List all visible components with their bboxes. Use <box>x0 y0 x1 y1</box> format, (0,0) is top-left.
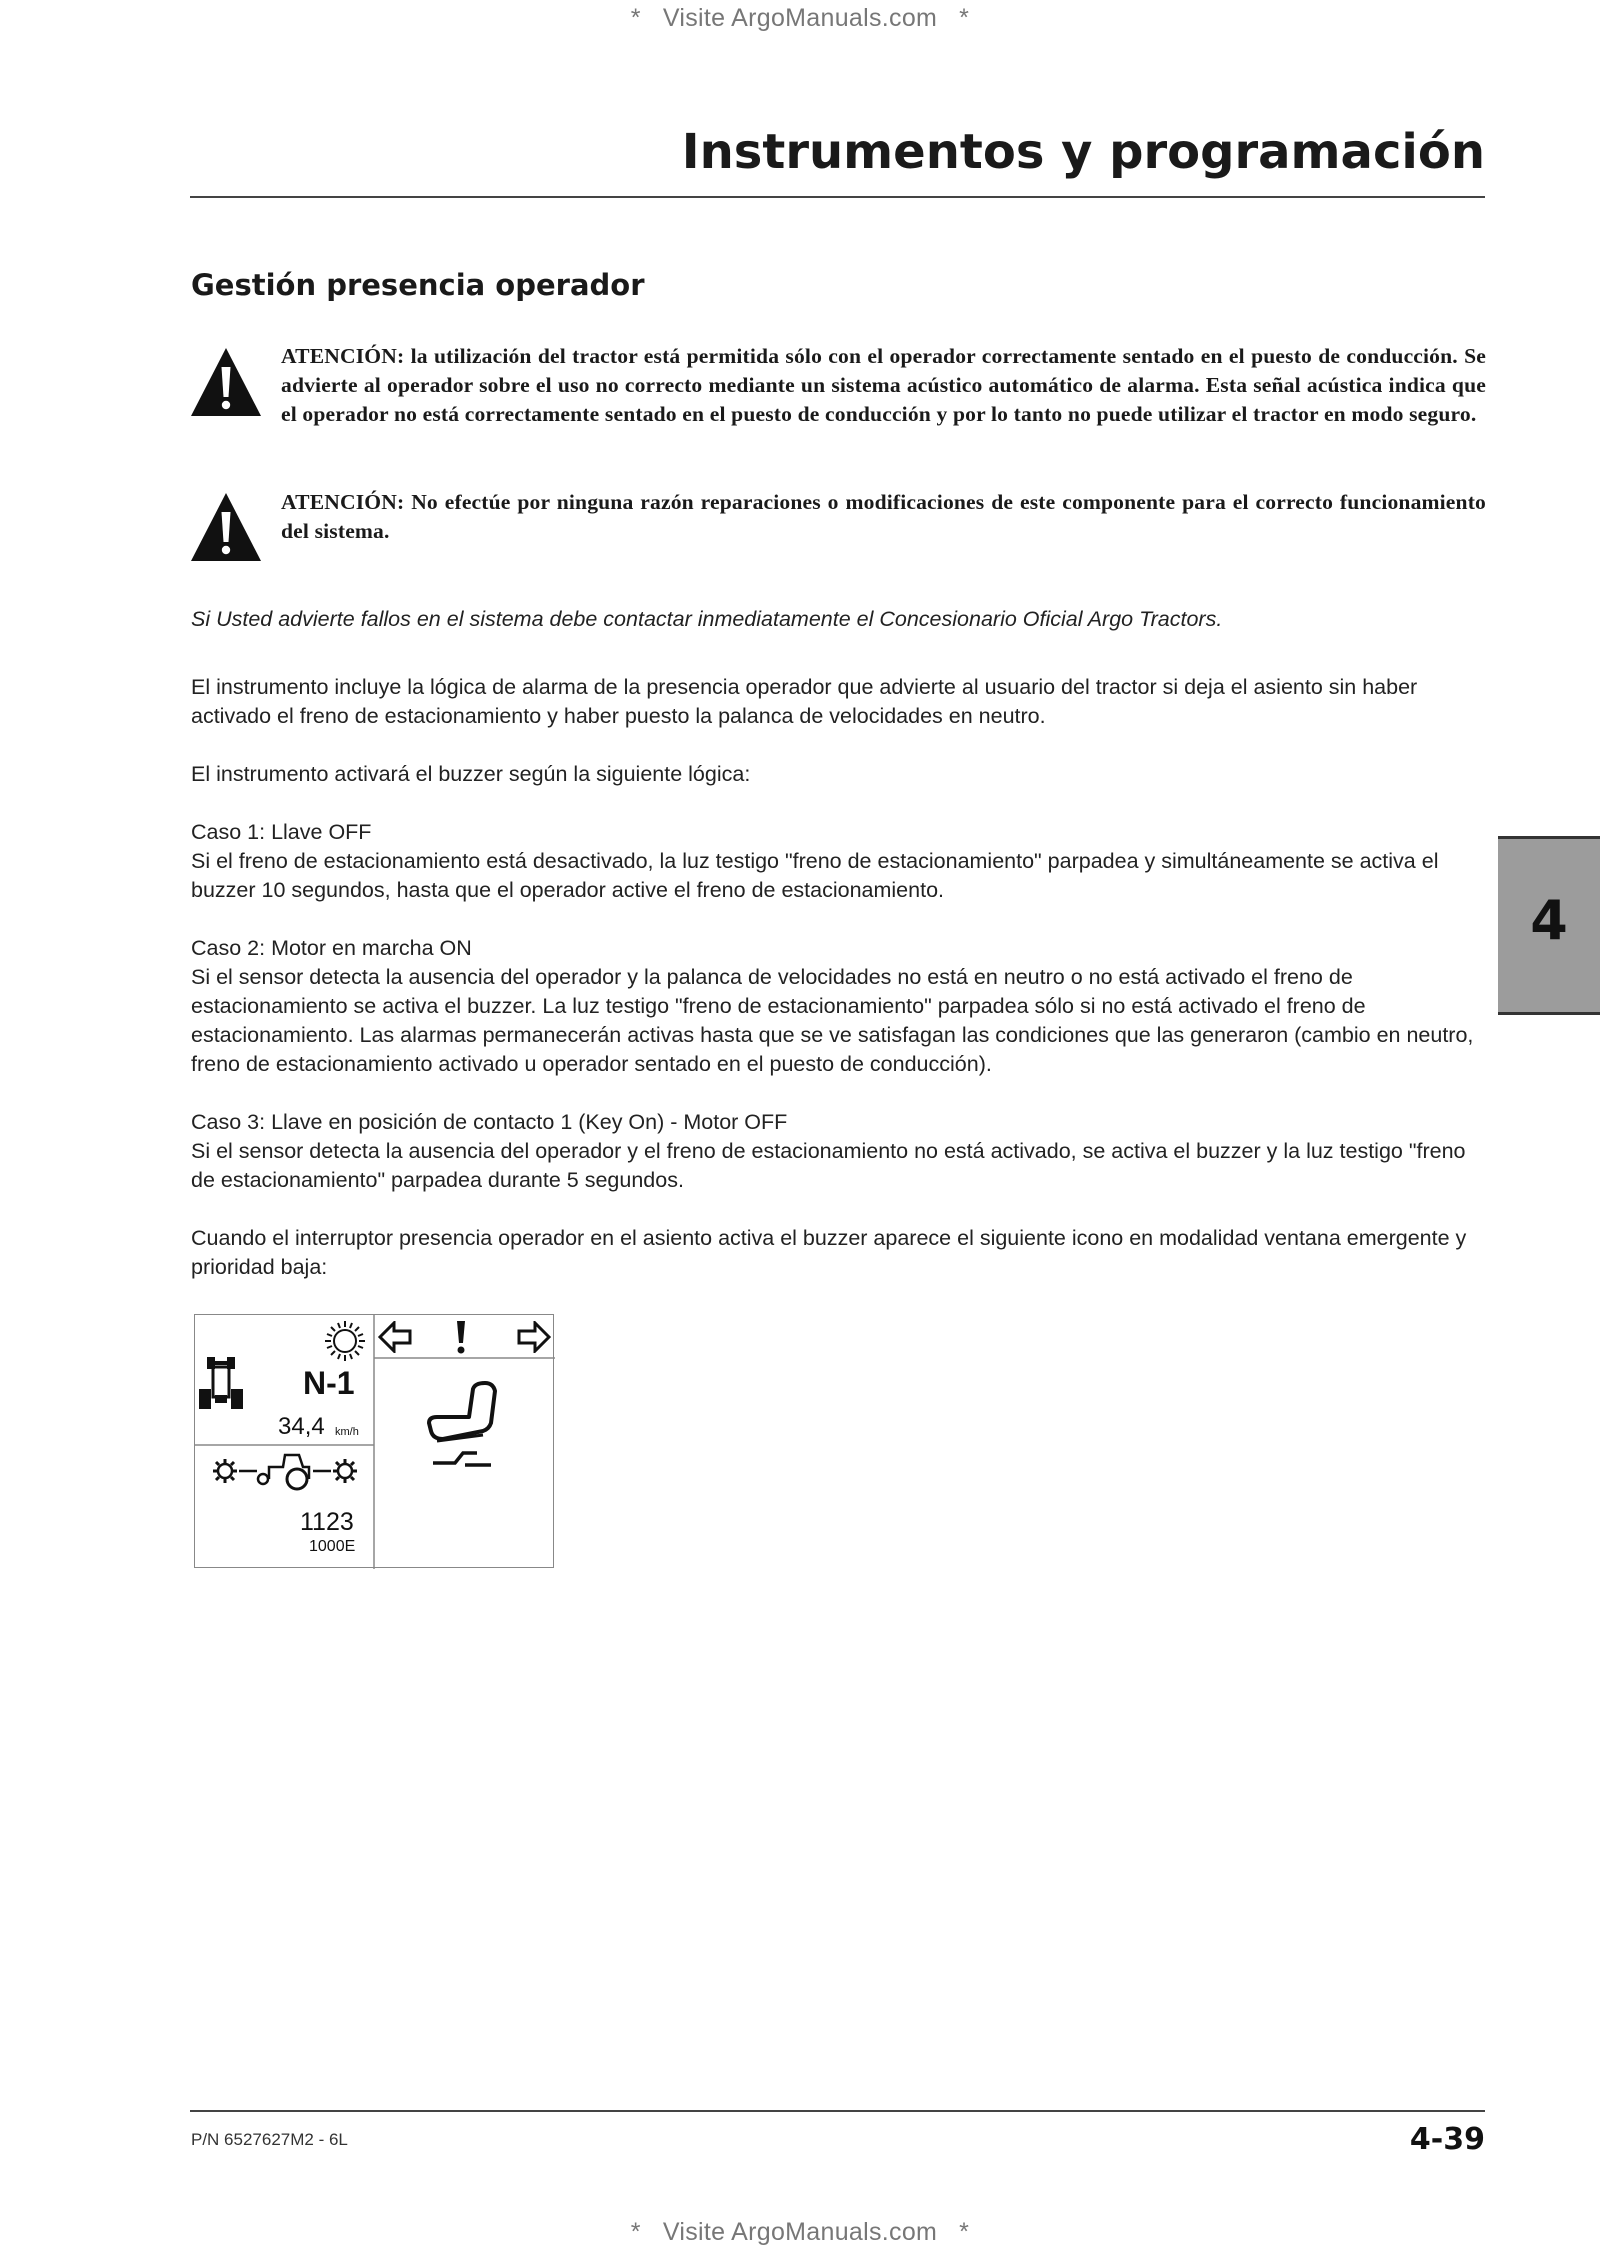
speed-readout: 34,4 <box>278 1413 325 1440</box>
chapter-tab-number: 4 <box>1530 889 1568 952</box>
watermark-text: Visite ArgoManuals.com <box>662 4 938 32</box>
closing-paragraph: Cuando el interruptor presencia operador en el asiento activa el buzzer aparece el siguiente icono en modalidad ventana emergente y prioridad baja: <box>191 1226 1467 1279</box>
instrument-display <box>194 1314 554 1568</box>
case-title: Caso 2: Motor en marcha ON <box>191 936 472 960</box>
warning-triangle-icon <box>190 492 262 562</box>
page-number: 4-39 <box>1409 2122 1485 2157</box>
operator-seat-icon <box>425 1379 515 1477</box>
warning-text: ATENCIÓN: No efectúe por ninguna razón reparaciones o modificaciones de este componente para el correcto funcionamiento del sistema. <box>281 490 1486 543</box>
left-arrow-icon <box>378 1321 414 1353</box>
right-arrow-icon <box>515 1321 551 1353</box>
intro-paragraph: El instrumento incluye la lógica de alarma de la presencia operador que advierte al usuario del tractor si deja el asiento sin haber activado el freno de estacionamiento y haber puesto la palanca de velocidades en neutro. <box>191 675 1418 728</box>
gear-readout: N-1 <box>303 1365 355 1401</box>
exclamation-icon <box>453 1319 469 1355</box>
rpm-readout: 1123 <box>300 1508 354 1536</box>
header-rule <box>190 196 1485 198</box>
pto-mode-readout: 1000E <box>309 1538 356 1555</box>
watermark-star: * <box>630 2218 641 2246</box>
speed-unit: km/h <box>335 1426 359 1438</box>
dealer-note: Si Usted advierte fallos en el sistema debe contactar inmediatamente el Concesionario Oficial Argo Tractors. <box>191 607 1223 631</box>
pto-tractor-icon <box>209 1449 365 1493</box>
sun-icon <box>323 1319 367 1363</box>
tractor-top-icon <box>197 1355 247 1413</box>
logic-intro: El instrumento activará el buzzer según la siguiente lógica: <box>191 762 751 786</box>
section-title: Gestión presencia operador <box>191 268 645 302</box>
watermark-star: * <box>959 2218 970 2246</box>
watermark-top <box>0 4 1600 33</box>
case-title: Caso 3: Llave en posición de contacto 1 (Key On) - Motor OFF <box>191 1110 788 1134</box>
watermark-bottom <box>0 2218 1600 2247</box>
watermark-star: * <box>630 4 641 32</box>
watermark-star: * <box>959 4 970 32</box>
case-title: Caso 1: Llave OFF <box>191 820 372 844</box>
chapter-tab <box>1498 836 1600 1015</box>
watermark-text: Visite ArgoManuals.com <box>662 2218 938 2246</box>
part-number: P/N 6527627M2 - 6L <box>191 2130 348 2149</box>
case-text: Si el freno de estacionamiento está desactivado, la luz testigo "freno de estacionamiento" parpadea y simultáneamente se activa el buzzer 10 segundos, hasta que el operador active el freno de estacionamiento. <box>191 849 1439 902</box>
warning-text: ATENCIÓN: la utilización del tractor está permitida sólo con el operador correctamente sentado en el puesto de conducción. Se advierte al operador sobre el uso no correcto mediante un sistema acústico automático de alarma. Esta señal acústica indica que el operador no está correctamente sentado en el puesto de conducción y por lo tanto no puede utilizar el tractor en modo seguro. <box>281 344 1486 426</box>
footer-rule <box>190 2110 1485 2112</box>
warning-triangle-icon <box>190 347 262 417</box>
case-text: Si el sensor detecta la ausencia del operador y el freno de estacionamiento no está activado, se activa el buzzer y la luz testigo "freno de estacionamiento" parpadea durante 5 segundos. <box>191 1139 1466 1192</box>
case-text: Si el sensor detecta la ausencia del operador y la palanca de velocidades no está en neutro o no está activado el freno de estacionamiento se activa el buzzer. La luz testigo "freno de estacionamiento" parpadea sólo si no está activado el freno de estacionamiento. Las alarmas permanecerán activas hasta que se ve satisfagan las condiciones que las generaron (cambio en neutro, freno de estacionamiento activado u operador sentado en el puesto de conducción). <box>191 965 1474 1076</box>
chapter-title: Instrumentos y programación <box>681 124 1485 180</box>
